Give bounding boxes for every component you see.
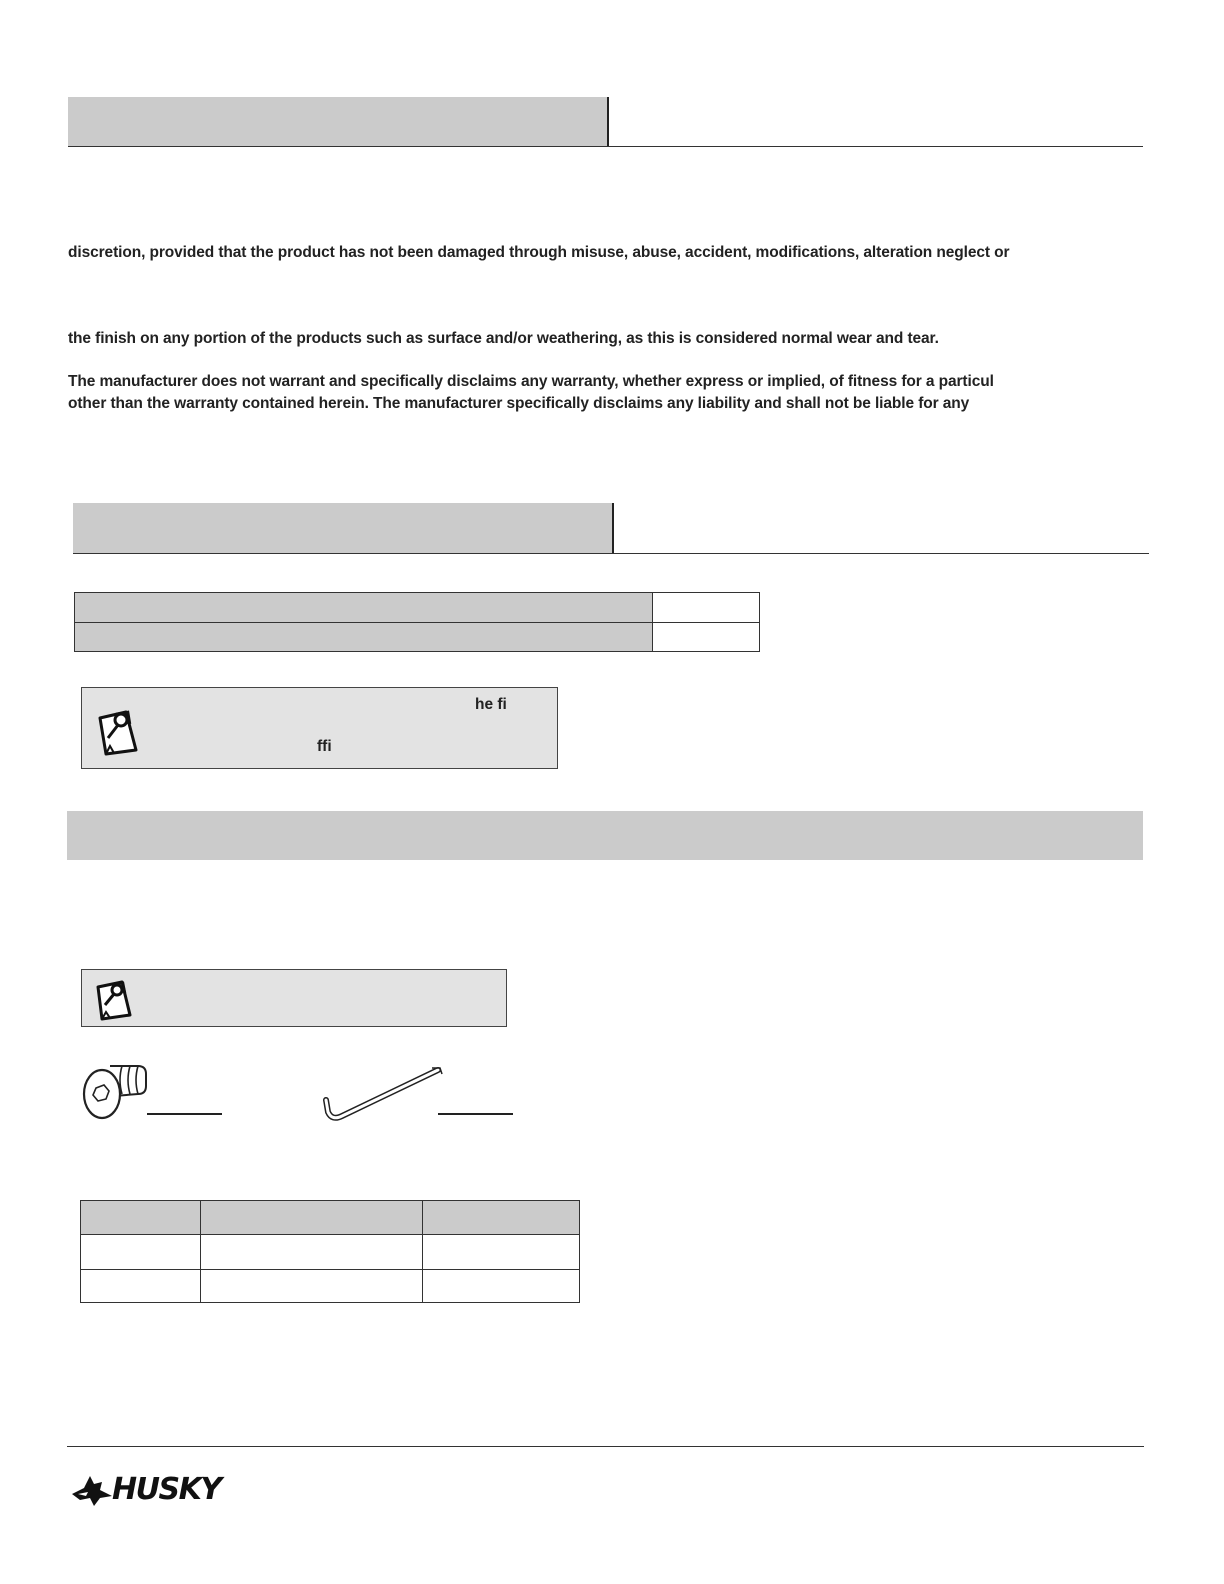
screw-icon	[80, 1058, 150, 1122]
table-cell	[653, 623, 760, 652]
table-cell	[75, 593, 653, 623]
table-cell	[81, 1235, 201, 1270]
section-header-rule	[68, 146, 1143, 147]
parts-table	[80, 1200, 580, 1303]
table-header-cell	[201, 1201, 423, 1235]
note-box	[81, 687, 558, 769]
note-pin-icon	[96, 704, 144, 758]
section-header-rule	[73, 553, 1149, 554]
table-cell	[423, 1235, 580, 1270]
table-cell	[201, 1270, 423, 1303]
section-header-warranty	[68, 97, 608, 146]
note-pin-icon	[94, 977, 138, 1023]
brand-logo	[70, 1472, 240, 1508]
section-header-divider	[612, 503, 614, 554]
table-row	[81, 1270, 580, 1303]
section-header-contents	[67, 811, 1143, 860]
table-row	[81, 1201, 580, 1235]
footer-rule	[67, 1446, 1144, 1447]
spec-table	[74, 592, 760, 652]
warranty-line-2: the finish on any portion of the products such as surface and/or weathering, as this is considered normal wear and tear.	[68, 330, 939, 347]
table-row	[75, 593, 760, 623]
table-row	[75, 623, 760, 652]
quantity-line	[438, 1113, 513, 1115]
warranty-line-4: other than the warranty contained herein. The manufacturer specifically disclaims any liability and shall not be liable for any	[68, 395, 970, 412]
table-cell	[423, 1270, 580, 1303]
table-cell	[653, 593, 760, 623]
husky-dog-icon	[70, 1472, 114, 1508]
brand-name: HUSKY	[112, 1472, 221, 1507]
table-cell	[81, 1270, 201, 1303]
note-text-fragment: he fi	[475, 696, 507, 713]
note-box	[81, 969, 507, 1027]
table-header-cell	[81, 1201, 201, 1235]
table-cell	[201, 1235, 423, 1270]
warranty-line-3: The manufacturer does not warrant and specifically disclaims any warranty, whether express or implied, of fitness for a particul	[68, 373, 994, 390]
table-row	[81, 1235, 580, 1270]
section-header-divider	[607, 97, 609, 147]
table-cell	[75, 623, 653, 652]
note-text-fragment: ffi	[317, 738, 332, 755]
hex-key-icon	[320, 1064, 444, 1126]
section-header-safety	[73, 503, 613, 553]
quantity-line	[147, 1113, 222, 1115]
warranty-line-1: discretion, provided that the product has not been damaged through misuse, abuse, accident, modifications, alteration neglect or	[68, 244, 1010, 261]
table-header-cell	[423, 1201, 580, 1235]
